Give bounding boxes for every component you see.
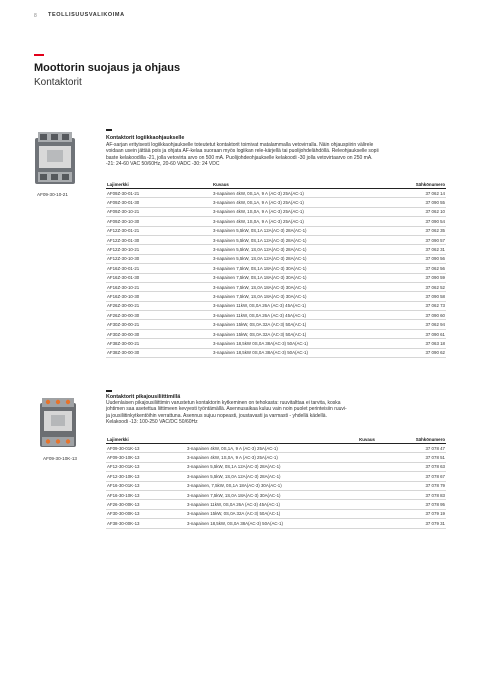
table-row: [106, 348, 446, 357]
description-cell: 3-napainen 18,5kW, 0S,0A 38A(AC-3) 50A(AC-1): [186, 519, 376, 528]
type-code-cell: AF09Z-30-10-30: [106, 217, 212, 226]
description-cell: 3-napainen 4kW, 0S,1A, 9 A (AC-3) 25A(AC-1): [186, 444, 376, 453]
electrical-number-cell: 37 090 57: [372, 235, 446, 244]
type-code-cell: AF38-30-00K-13: [106, 519, 186, 528]
table-header-row: [106, 436, 446, 444]
table-row: [106, 198, 446, 207]
electrical-number-cell: 37 090 58: [372, 292, 446, 301]
description-cell: 3-napainen 5,5kW, 0S,1A 12A(AC-3) 28A(AC-1): [212, 226, 372, 235]
description-cell: 3-napainen 7,5kW, 1S,0A 18A(AC-3) 30A(AC-1): [212, 292, 372, 301]
description-cell: 3-napainen 15kW, 0S,0A 32A (AC-3) 50A(AC-1): [212, 329, 372, 338]
description-cell: 3-napainen 7,5kW, 0S,1A 18A(AC-3) 30A(AC-1): [212, 264, 372, 273]
description-cell: 3-napainen 7,5kW, 0S,1A 18A(AC-3) 30A(AC-1): [212, 273, 372, 282]
type-code-cell: AF16-30-01K-13: [106, 481, 186, 490]
description-cell: 3-napainen 15kW, 0S,0A 32A (AC-3) 50A(AC-1): [186, 509, 376, 518]
table-row: [106, 245, 446, 254]
electrical-number-cell: 37 090 60: [372, 311, 446, 320]
table-row: [106, 235, 446, 244]
description-cell: 3-napainen 5,5kW, 1S,0A 12A(AC-3) 28A(AC-1): [212, 245, 372, 254]
page-title: Moottorin suojaus ja ohjaus: [34, 62, 181, 74]
electrical-number-cell: 37 078 83: [376, 490, 446, 499]
table-row: [106, 273, 446, 282]
electrical-number-cell: 37 078 47: [376, 444, 446, 453]
table-row: [106, 453, 446, 462]
electrical-number-cell: 37 062 35: [372, 226, 446, 235]
column-header: Lajimerkki: [106, 181, 212, 189]
electrical-number-cell: 37 062 52: [372, 282, 446, 291]
table-row: [106, 490, 446, 499]
table-row: [106, 254, 446, 263]
type-code-cell: AF09Z-30-01-30: [106, 198, 212, 207]
electrical-number-cell: 37 090 61: [372, 329, 446, 338]
electrical-number-cell: 37 090 54: [372, 217, 446, 226]
description-cell: 3-napainen 18,5kW 0S,0A 38A(AC-3) 50A(AC-1): [212, 339, 372, 348]
column-header: Lajimerkki: [106, 436, 186, 444]
product-table: [106, 181, 446, 358]
running-header: TEOLLISUUSVALIKOIMA: [48, 12, 125, 18]
type-code-cell: AF26Z-30-00-30: [106, 311, 212, 320]
table-row: [106, 472, 446, 481]
table-row: [106, 481, 446, 490]
description-cell: 3-napainen 4kW, 1S,0A, 9 A (AC-3) 25A(AC-1): [186, 453, 376, 462]
electrical-number-cell: 37 090 56: [372, 254, 446, 263]
electrical-number-cell: 37 078 95: [376, 500, 446, 509]
type-code-cell: AF09-30-10K-13: [106, 453, 186, 462]
spring-terminal-contactor-image: [38, 397, 78, 449]
type-code-cell: AF26Z-30-00-21: [106, 301, 212, 310]
description-cell: 3-napainen 5,5kW, 1S,0A 12A(AC-3) 28A(AC-1): [186, 472, 376, 481]
electrical-number-cell: 37 062 31: [372, 245, 446, 254]
type-code-cell: AF38Z-30-00-30: [106, 348, 212, 357]
type-code-cell: AF30Z-30-00-21: [106, 320, 212, 329]
type-code-cell: AF16Z-30-10-30: [106, 292, 212, 301]
table-row: [106, 519, 446, 528]
table-row: [106, 292, 446, 301]
table-row: [106, 320, 446, 329]
electrical-number-cell: 37 079 31: [376, 519, 446, 528]
type-code-cell: AF38Z-30-00-21: [106, 339, 212, 348]
description-cell: 3-napainen 7,5kW, 1S,0A 18A(AC-3) 30A(AC-1): [212, 282, 372, 291]
description-cell: 3-napainen 11kW, 0S,0A 26A (AC-3) 45A(AC-1): [186, 500, 376, 509]
description-cell: 3-napainen 5,5kW, 1S,0A 12A(AC-3) 28A(AC-1): [212, 254, 372, 263]
section-description: Uudenlaisen pikajousiliittimin varustetun kontaktorin kytkeminen on tehokasta: ruuvitalttaa ei tarvita, koska johtimen saa asetettua liittimeen kevyesti työntämällä. Asennusaikaa kuluu vain noin puolet perinteisiin ruuvi- ja jousiliitinkytkentöihin verrattuna. Asennus sujuu nopeasti, joustavasti ja varmasti - yhdellä kädellä. Kelakoodi -13: 100-250 VAC/DC 50/60Hz: [106, 400, 347, 426]
type-code-cell: AF12-30-10K-13: [106, 472, 186, 481]
table-row: [106, 311, 446, 320]
type-code-cell: AF09Z-30-01-21: [106, 189, 212, 198]
type-code-cell: AF12Z-30-01-30: [106, 235, 212, 244]
electrical-number-cell: 37 062 10: [372, 207, 446, 216]
page-number: 8: [34, 13, 37, 19]
accent-bar: [34, 54, 44, 56]
image-caption: AF09-30-10-21: [37, 192, 68, 197]
description-cell: 3-napainen, 7,5kW, 0S,1A 18A(AC-3) 30A(AC-1): [186, 481, 376, 490]
type-code-cell: AF09Z-30-10-21: [106, 207, 212, 216]
column-header: Sähkönumero: [376, 436, 446, 444]
description-cell: 3-napainen 4kW, 0S,1A, 9 A (AC-3) 25A(AC-1): [212, 189, 372, 198]
description-cell: 3-napainen 11kW, 0S,0A 26A (AC-3) 45A(AC-1): [212, 311, 372, 320]
section-title: Kontaktorit logiikkaohjaukselle: [106, 135, 185, 141]
type-code-cell: AF26-30-00K-13: [106, 500, 186, 509]
column-header: Sähkönumero: [372, 181, 446, 189]
section-title: Kontaktorit pikajousiliittimillä: [106, 394, 181, 400]
section-marker: [106, 129, 112, 131]
electrical-number-cell: 37 078 79: [376, 481, 446, 490]
type-code-cell: AF12Z-30-10-21: [106, 245, 212, 254]
electrical-number-cell: 37 078 51: [376, 453, 446, 462]
type-code-cell: AF12-30-01K-13: [106, 462, 186, 471]
table-row: [106, 462, 446, 471]
description-cell: 3-napainen 5,5kW, 0S,1A 12A(AC-3) 28A(AC-1): [186, 462, 376, 471]
electrical-number-cell: 37 063 18: [372, 339, 446, 348]
table-row: [106, 207, 446, 216]
table-row: [106, 282, 446, 291]
description-cell: 3-napainen 4kW, 0S,1A, 9 A (AC-3) 25A(AC-1): [212, 198, 372, 207]
description-cell: 3-napainen 5,5kW, 0S,1A 12A(AC-3) 28A(AC-1): [212, 235, 372, 244]
description-cell: 3-napainen 4kW, 1S,0A, 9 A (AC-3) 25A(AC-1): [212, 217, 372, 226]
electrical-number-cell: 37 062 14: [372, 189, 446, 198]
contactor-product-image: [33, 130, 77, 186]
table-row: [106, 500, 446, 509]
type-code-cell: AF16-30-10K-13: [106, 490, 186, 499]
table-row: [106, 339, 446, 348]
product-table: [106, 436, 446, 529]
electrical-number-cell: 37 062 94: [372, 320, 446, 329]
electrical-number-cell: 37 090 55: [372, 198, 446, 207]
image-caption: AF09-30-10K-13: [43, 456, 77, 461]
table-row: [106, 509, 446, 518]
type-code-cell: AF30Z-30-00-30: [106, 329, 212, 338]
description-cell: 3-napainen 4kW, 1S,0A, 9 A (AC-3) 25A(AC-1): [212, 207, 372, 216]
page-subtitle: Kontaktorit: [34, 77, 82, 88]
description-cell: 3-napainen 15kW, 0S,0A 32A (AC-3) 50A(AC-1): [212, 320, 372, 329]
column-header: Kuvaus: [186, 436, 376, 444]
electrical-number-cell: 37 078 67: [376, 472, 446, 481]
description-cell: 3-napainen 11kW, 0S,0A 26A (AC-3) 45A(AC-1): [212, 301, 372, 310]
type-code-cell: AF30-30-00K-13: [106, 509, 186, 518]
table-row: [106, 264, 446, 273]
description-cell: 3-napainen 18,5kW 0S,0A 38A(AC-3) 50A(AC-1): [212, 348, 372, 357]
electrical-number-cell: 37 062 73: [372, 301, 446, 310]
section-marker: [106, 390, 112, 392]
electrical-number-cell: 37 062 56: [372, 264, 446, 273]
type-code-cell: AF16Z-30-01-30: [106, 273, 212, 282]
table-header-row: [106, 181, 446, 189]
electrical-number-cell: 37 090 59: [372, 273, 446, 282]
type-code-cell: AF09-30-01K-13: [106, 444, 186, 453]
description-cell: 3-napainen 7,5kW, 1S,0A 18A(AC-3) 30A(AC-1): [186, 490, 376, 499]
type-code-cell: AF16Z-30-01-21: [106, 264, 212, 273]
table-row: [106, 217, 446, 226]
electrical-number-cell: 37 079 19: [376, 509, 446, 518]
type-code-cell: AF12Z-30-10-30: [106, 254, 212, 263]
column-header: Kuvaus: [212, 181, 372, 189]
section-description: AF-sarjan erityisesti logiikkaohjaukselle toteutetut kontaktorit toimivat matalammalla vetovirralla. Näin ohjauspiirin välirele voidaan usein jättää pois ja ohjata AF-kelaa suoraan myös logiikan rele-kärjellä tai puolijohdelähdöllä. Releohjaukselle sopii baste kelakoodilla -21, jolla vetovirta arvo on 500 mA. Puolijohdeohjaukselle kelakoodi -30 jolla vetovirtaarvo on 250 mA. -21: 24-60 VAC 50/60Hz, 20-60 VADC -30: 24 VDC: [106, 142, 379, 168]
table-row: [106, 444, 446, 453]
electrical-number-cell: 37 090 62: [372, 348, 446, 357]
type-code-cell: AF16Z-30-10-21: [106, 282, 212, 291]
table-row: [106, 329, 446, 338]
type-code-cell: AF12Z-30-01-21: [106, 226, 212, 235]
electrical-number-cell: 37 078 63: [376, 462, 446, 471]
table-row: [106, 301, 446, 310]
table-row: [106, 189, 446, 198]
table-row: [106, 226, 446, 235]
